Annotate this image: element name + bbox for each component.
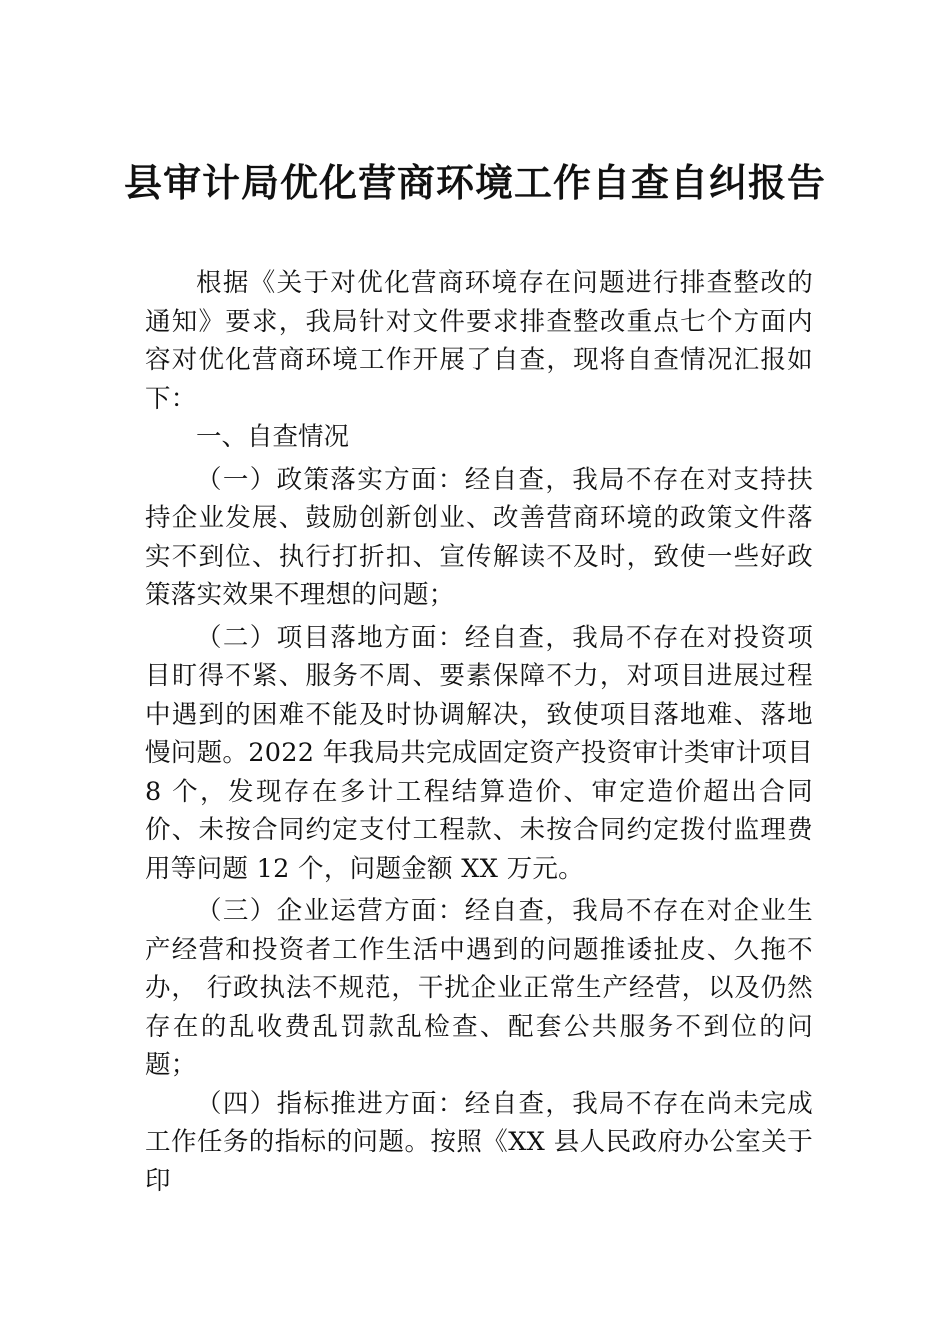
section-heading: 一、自查情况	[196, 422, 350, 452]
document-title: 县审计局优化营商环境工作自查自纠报告	[123, 160, 826, 205]
item-indicator-progress: （四）指标推进方面：经自查，我局不存在尚未完成工作任务的指标的问题。按照《XX 县人民政府办公室关于印	[145, 1088, 813, 1196]
intro-paragraph: 根据《关于对优化营商环境存在问题进行排查整改的通知》要求，我局针对文件要求排查整改重点七个方面内容对优化营商环境工作开展了自查，现将自查情况汇报如下：	[145, 268, 813, 414]
item-enterprise-operation: （三）企业运营方面：经自查，我局不存在对企业生产经营和投资者工作生活中遇到的问题推诿扯皮、久拖不办， 行政执法不规范，干扰企业正常生产经营，以及仍然存在的乱收费乱罚款乱检查、配套公共服务不到位的问题；	[145, 896, 813, 1080]
document-body	[145, 264, 813, 1200]
item-policy-implementation: （一）政策落实方面：经自查，我局不存在对支持扶持企业发展、鼓励创新创业、改善营商环境的政策文件落实不到位、执行打折扣、宣传解读不及时，致使一些好政策落实效果不理想的问题；	[145, 464, 813, 610]
item-project-landing: （二）项目落地方面：经自查，我局不存在对投资项目盯得不紧、服务不周、要素保障不力，对项目进展过程中遇到的困难不能及时协调解决，致使项目落地难、落地慢问题。2022 年我局共完成固定资产投资审计类审计项目 8 个，发现存在多计工程结算造价、审定造价超出合同价、未按合同约定支付工程款、未按合同约定拨付监理费用等问题 12 个，问题金额 XX 万元。	[145, 622, 813, 884]
